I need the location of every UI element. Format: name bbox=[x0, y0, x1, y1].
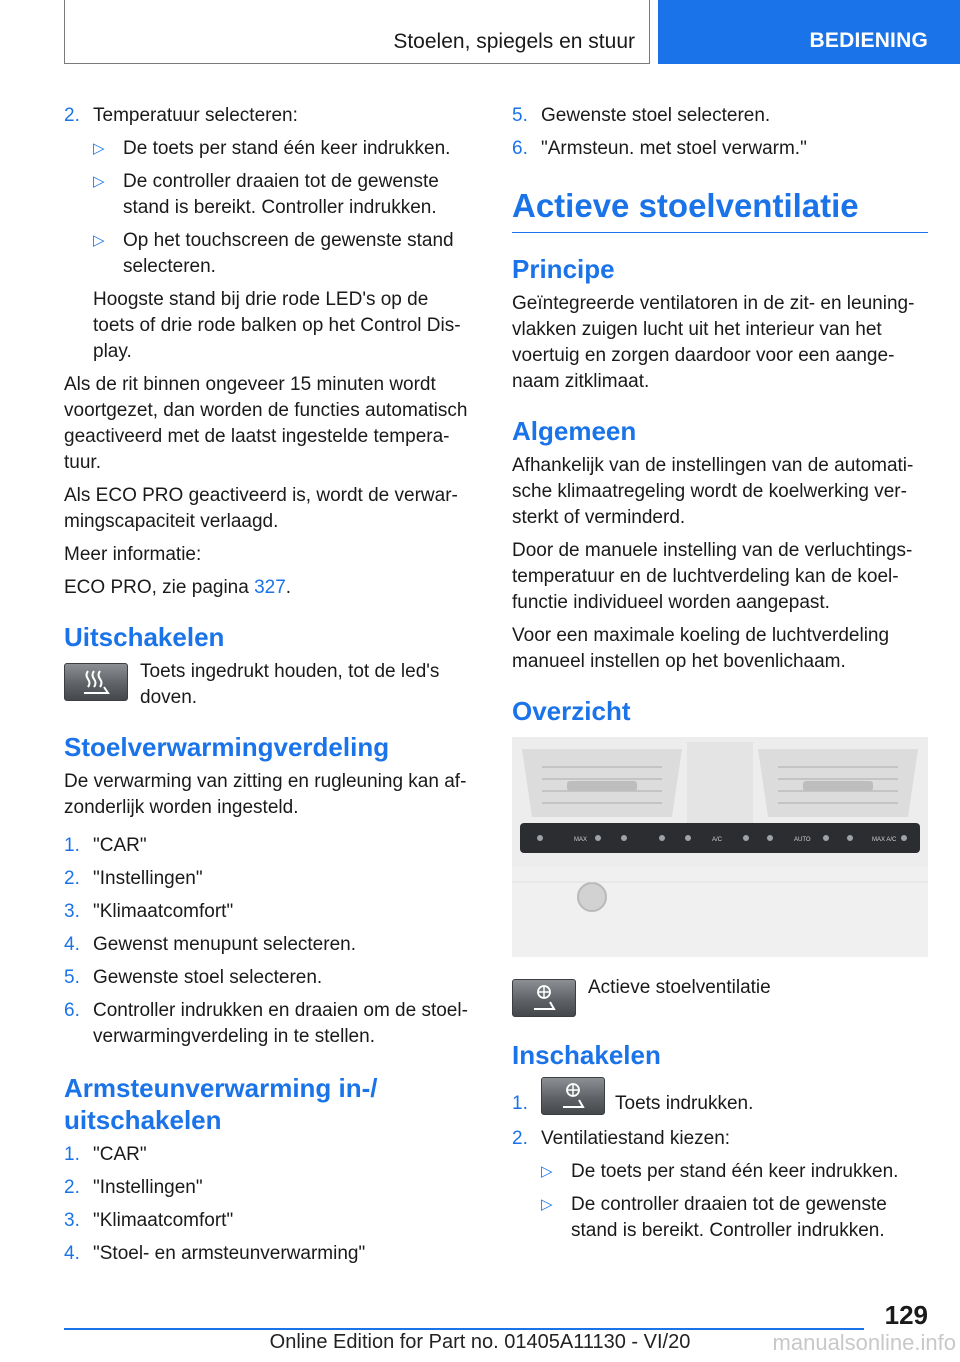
list-item bbox=[64, 1208, 474, 1234]
sub-list-item bbox=[512, 1192, 928, 1244]
footer-edition: Online Edition for Part no. 01405A11130 - VI/20 bbox=[269, 1331, 691, 1353]
page-number: 129 bbox=[884, 1300, 928, 1330]
page-link[interactable]: 327 bbox=[254, 577, 286, 598]
paragraph: Afhankelijk van de instellingen van de automatische klimaatregeling wordt de koelwerking versterkt of verminderd. bbox=[512, 455, 914, 528]
list-number: 5. bbox=[64, 967, 80, 988]
list-text: "Klimaatcomfort" bbox=[93, 1210, 234, 1231]
paragraph: Als de rit binnen ongeveer 15 minuten wordt voortgezet, dan worden de functies automatisch geactiveerd met de laatst ingestelde temperatuur. bbox=[64, 374, 468, 473]
list-number: 4. bbox=[64, 1243, 80, 1264]
list-item bbox=[64, 1175, 474, 1201]
triangle-bullet-icon: ▷ bbox=[93, 232, 105, 249]
list-item bbox=[64, 833, 474, 859]
seat-ventilation-button-icon bbox=[541, 1077, 605, 1115]
list-text: Toets indrukken. bbox=[615, 1093, 754, 1114]
list-number: 3. bbox=[64, 1210, 80, 1231]
list-number: 6. bbox=[512, 138, 528, 159]
icon-instruction-text: Actieve stoelventilatie bbox=[588, 977, 771, 998]
sub-list-text: De controller draaien tot de gewenste stand is bereikt. Controller indrukken. bbox=[571, 1194, 887, 1241]
list-text: Controller indrukken en draaien om de stoelverwarmingverdeling in te stellen. bbox=[93, 1000, 468, 1047]
sub-list-text: Op het touchscreen de gewenste stand selecteren. bbox=[123, 230, 454, 277]
list-number: 3. bbox=[64, 901, 80, 922]
list-text: "Instellingen" bbox=[93, 1177, 203, 1198]
list-number: 6. bbox=[64, 1000, 80, 1021]
list-item bbox=[64, 998, 474, 1050]
panel-button-label: AUTO bbox=[794, 837, 811, 843]
panel-button-label: MAX A/C bbox=[872, 837, 897, 843]
footer-divider bbox=[64, 1328, 864, 1330]
list-item bbox=[64, 965, 474, 991]
section-heading: Overzicht bbox=[512, 696, 631, 726]
list-text: "Armsteun. met stoel verwarm." bbox=[541, 138, 807, 159]
list-number: 2. bbox=[512, 1128, 528, 1149]
left-column bbox=[64, 103, 474, 1274]
panel-button-label: A/C bbox=[712, 837, 723, 843]
sub-list-item bbox=[64, 228, 474, 280]
list-item bbox=[64, 866, 474, 892]
list-text: Gewenste stoel selecteren. bbox=[541, 105, 771, 126]
panel-button-label: MAX bbox=[574, 837, 588, 843]
triangle-bullet-icon: ▷ bbox=[93, 140, 105, 157]
sub-list-item bbox=[64, 136, 474, 162]
list-number: 5. bbox=[512, 105, 528, 126]
cross-reference bbox=[64, 575, 474, 601]
section-heading: Armsteunverwarming in-/ uitschakelen bbox=[64, 1073, 378, 1135]
seat-heating-button-icon bbox=[64, 663, 128, 701]
header-section-title: Stoelen, spiegels en stuur bbox=[393, 30, 635, 53]
step-note: Hoogste stand bij drie rode LED's op de toets of drie rode balken op het Control Display. bbox=[93, 289, 461, 362]
list-text: "Klimaatcomfort" bbox=[93, 901, 234, 922]
right-column bbox=[512, 103, 928, 1251]
triangle-bullet-icon: ▷ bbox=[93, 173, 105, 190]
sub-list-item bbox=[512, 1159, 928, 1185]
list-text: Gewenst menupunt selecteren. bbox=[93, 934, 356, 955]
header-chapter-title: BEDIENING bbox=[809, 29, 928, 52]
list-item bbox=[512, 103, 928, 129]
list-item bbox=[64, 1142, 474, 1168]
list-number: 1. bbox=[512, 1093, 528, 1114]
sub-list-text: De toets per stand één keer indrukken. bbox=[571, 1161, 899, 1182]
list-item bbox=[512, 1126, 928, 1152]
section-heading: Inschakelen bbox=[512, 1040, 661, 1070]
list-item bbox=[512, 136, 928, 162]
list-item bbox=[64, 899, 474, 925]
paragraph: Door de manuele instelling van de verluchtingstemperatuur en de luchtverdeling kan de koelfunctie individueel worden aangepast. bbox=[512, 540, 913, 613]
icon-instruction bbox=[64, 659, 474, 711]
section-heading: Principe bbox=[512, 254, 615, 284]
list-text: Temperatuur selecteren: bbox=[93, 105, 298, 126]
section-heading: Stoelverwarmingverdeling bbox=[64, 732, 390, 762]
paragraph: De verwarming van zitting en rugleuning kan afzonderlijk worden ingesteld. bbox=[64, 771, 467, 818]
list-text: "CAR" bbox=[93, 1144, 147, 1165]
paragraph: Als ECO PRO geactiveerd is, wordt de verwarmingscapaciteit verlaagd. bbox=[64, 485, 458, 532]
list-text: "Instellingen" bbox=[93, 868, 203, 889]
paragraph: Geïntegreerde ventilatoren in de zit- en leuningvlakken zuigen lucht uit het interieur van het voertuig en zorgen daardoor voor een aangenaam zitklimaat. bbox=[512, 293, 915, 392]
paragraph: Voor een maximale koeling de luchtverdeling manueel instellen op het bovenlichaam. bbox=[512, 625, 890, 672]
watermark: manualsonline.info bbox=[772, 1330, 956, 1355]
list-text: "CAR" bbox=[93, 835, 147, 856]
triangle-bullet-icon: ▷ bbox=[541, 1196, 553, 1213]
header-chapter-tab bbox=[658, 0, 960, 64]
section-heading: Uitschakelen bbox=[64, 622, 225, 652]
list-number: 2. bbox=[64, 105, 80, 126]
list-item bbox=[64, 103, 474, 129]
sub-list-item bbox=[64, 169, 474, 221]
list-number: 2. bbox=[64, 868, 80, 889]
icon-instruction bbox=[512, 975, 928, 1023]
list-item bbox=[64, 932, 474, 958]
list-text: Gewenste stoel selecteren. bbox=[93, 967, 323, 988]
list-text: Ventilatiestand kiezen: bbox=[541, 1128, 731, 1149]
section-heading: Algemeen bbox=[512, 416, 637, 446]
list-number: 1. bbox=[64, 1144, 80, 1165]
list-number: 2. bbox=[64, 1177, 80, 1198]
seat-ventilation-button-icon bbox=[512, 979, 576, 1017]
chapter-heading: Actieve stoelventilatie bbox=[512, 186, 928, 233]
paragraph: Meer informatie: bbox=[64, 544, 202, 565]
list-number: 4. bbox=[64, 934, 80, 955]
sub-list-text: De controller draaien tot de gewenste stand is bereikt. Controller indrukken. bbox=[123, 171, 439, 218]
reference-suffix: . bbox=[285, 577, 292, 598]
icon-instruction-text: Toets ingedrukt houden, tot de led's doven. bbox=[140, 661, 440, 708]
triangle-bullet-icon: ▷ bbox=[541, 1163, 553, 1180]
list-text: "Stoel- en armsteunverwarming" bbox=[93, 1243, 366, 1264]
list-item bbox=[64, 1241, 474, 1267]
sub-list-text: De toets per stand één keer indrukken. bbox=[123, 138, 451, 159]
climate-panel-photo bbox=[512, 737, 928, 957]
reference-text: ECO PRO, zie pagina bbox=[64, 577, 255, 598]
list-number: 1. bbox=[64, 835, 80, 856]
header-section-tab bbox=[64, 0, 650, 64]
list-item bbox=[512, 1077, 928, 1119]
